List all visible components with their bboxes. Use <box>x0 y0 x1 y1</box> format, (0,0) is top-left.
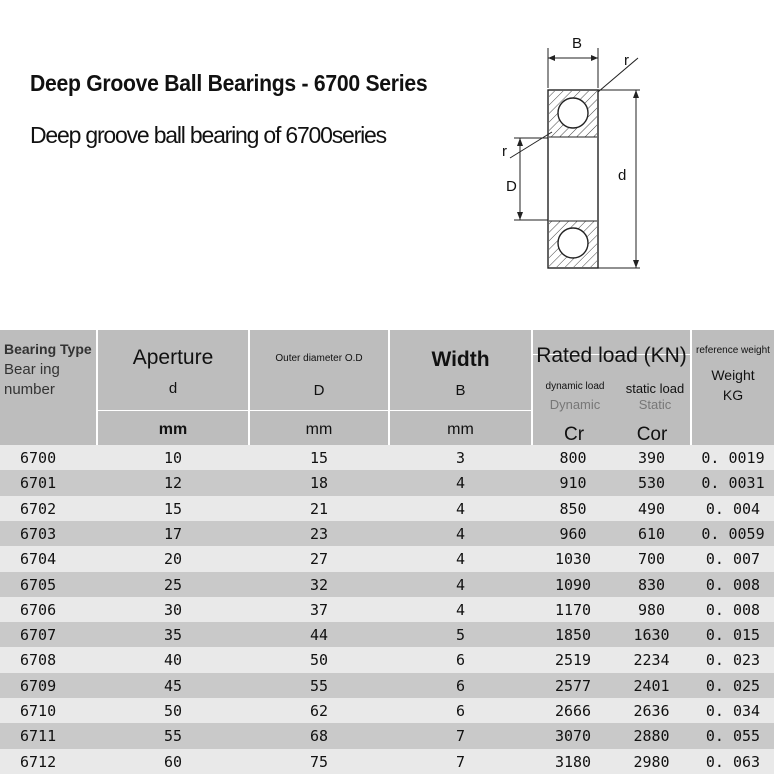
cell-weight-kg: 0. 007 <box>705 550 761 569</box>
cell-aperture-d: 40 <box>163 651 183 670</box>
header-aperture-unit: mm <box>158 421 188 438</box>
cell-outer-diameter-D: 44 <box>309 626 329 645</box>
cell-outer-diameter-D: 27 <box>309 550 329 569</box>
cell-dynamic-load-Cr: 960 <box>559 524 587 543</box>
header-width: Width <box>431 348 490 371</box>
cell-dynamic-load-Cr: 1090 <box>554 575 592 594</box>
bearing-spec-table <box>0 330 774 774</box>
cell-weight-kg: 0. 015 <box>705 626 761 645</box>
header-static-load: static load <box>625 381 685 396</box>
header-rated-load: Rated load (KN) <box>536 344 687 367</box>
header-reference-weight: reference weight <box>696 345 770 356</box>
cell-outer-diameter-D: 75 <box>309 752 329 771</box>
cell-static-load-Cor: 390 <box>637 449 666 467</box>
table-row <box>0 546 774 572</box>
cell-outer-diameter-D: 21 <box>309 499 329 518</box>
cell-width-B: 5 <box>455 626 466 645</box>
cell-dynamic-load-Cr: 1850 <box>554 626 592 645</box>
cell-aperture-d: 45 <box>163 676 183 695</box>
cell-bearing-number: 6702 <box>20 499 57 518</box>
cell-width-B: 7 <box>455 727 466 746</box>
cell-weight-kg: 0. 0059 <box>701 524 765 543</box>
cell-bearing-number: 6707 <box>20 626 57 645</box>
header-dynamic-ghost: Dynamic <box>549 397 601 412</box>
cell-width-B: 3 <box>455 449 466 467</box>
header-aperture: Aperture <box>132 346 214 369</box>
table-row <box>0 597 774 623</box>
header-bearing-number: Bear ing number <box>4 361 60 398</box>
table-row <box>0 647 774 673</box>
cell-width-B: 4 <box>455 575 466 594</box>
cell-bearing-number: 6708 <box>20 651 57 670</box>
cell-bearing-number: 6712 <box>20 752 57 771</box>
cell-aperture-d: 10 <box>163 449 183 467</box>
cell-width-B: 4 <box>455 474 466 493</box>
dimension-r-left-label: r <box>502 143 507 160</box>
cell-bearing-number: 6704 <box>20 550 57 569</box>
cell-bearing-number: 6700 <box>20 449 57 467</box>
cell-dynamic-load-Cr: 1030 <box>554 550 592 569</box>
cell-dynamic-load-Cr: 1170 <box>554 600 592 619</box>
cell-width-B: 4 <box>455 550 466 569</box>
cell-aperture-d: 35 <box>163 626 183 645</box>
cell-weight-kg: 0. 0031 <box>701 474 765 493</box>
table-row <box>0 521 774 547</box>
cell-aperture-d: 17 <box>163 524 183 543</box>
cell-outer-diameter-D: 37 <box>309 600 329 619</box>
cell-aperture-d: 25 <box>163 575 183 594</box>
cell-dynamic-load-Cr: 910 <box>559 474 587 493</box>
header-dynamic-symbol: Cr <box>563 424 585 445</box>
cell-outer-diameter-D: 55 <box>309 676 329 695</box>
cell-aperture-d: 15 <box>163 499 183 518</box>
cell-aperture-d: 12 <box>163 474 183 493</box>
header-static-symbol: Cor <box>636 424 668 445</box>
cell-dynamic-load-Cr: 2577 <box>554 676 592 695</box>
table-row <box>0 622 774 648</box>
cell-bearing-number: 6711 <box>20 727 57 746</box>
cell-outer-diameter-D: 50 <box>309 651 329 670</box>
cell-static-load-Cor: 700 <box>637 550 666 569</box>
cell-weight-kg: 0. 004 <box>705 499 761 518</box>
header-weight-unit: KG <box>722 387 744 403</box>
table-row <box>0 749 774 774</box>
header-width-symbol: B <box>455 382 466 399</box>
cell-aperture-d: 30 <box>163 600 183 619</box>
cell-bearing-number: 6710 <box>20 702 57 720</box>
cell-static-load-Cor: 610 <box>637 524 666 543</box>
cell-bearing-number: 6703 <box>20 524 57 543</box>
header-static-ghost: Static <box>638 397 672 412</box>
cell-dynamic-load-Cr: 3180 <box>554 752 592 771</box>
cell-static-load-Cor: 980 <box>637 600 666 619</box>
table-row <box>0 673 774 699</box>
table-row <box>0 445 774 471</box>
cell-static-load-Cor: 2980 <box>633 752 670 771</box>
cell-bearing-number: 6709 <box>20 676 57 695</box>
header-dynamic-load: dynamic load <box>545 381 605 392</box>
cell-dynamic-load-Cr: 850 <box>559 499 587 518</box>
table-row <box>0 470 774 496</box>
cell-static-load-Cor: 490 <box>637 499 666 518</box>
cell-width-B: 4 <box>455 499 466 518</box>
cell-bearing-number: 6705 <box>20 575 57 594</box>
header-bearing-type: Bearing Type <box>4 341 92 357</box>
header-outer-diameter: Outer diameter O.D <box>275 353 363 364</box>
cell-dynamic-load-Cr: 800 <box>559 449 587 467</box>
header-aperture-symbol: d <box>168 380 178 397</box>
header-outer-unit: mm <box>305 421 333 438</box>
dimension-B-label: B <box>572 35 583 52</box>
cell-weight-kg: 0. 055 <box>705 727 761 746</box>
page-title: Deep Groove Ball Bearings - 6700 Series <box>30 70 428 96</box>
cell-static-load-Cor: 2234 <box>633 651 670 670</box>
cell-static-load-Cor: 2880 <box>633 727 670 746</box>
cell-weight-kg: 0. 023 <box>705 651 761 670</box>
cell-weight-kg: 0. 034 <box>705 702 761 720</box>
cell-width-B: 4 <box>455 600 466 619</box>
header-weight: Weight <box>711 367 755 383</box>
cell-static-load-Cor: 530 <box>637 474 666 493</box>
cell-width-B: 4 <box>455 524 466 543</box>
cell-outer-diameter-D: 15 <box>309 449 329 467</box>
cell-aperture-d: 20 <box>163 550 183 569</box>
cell-outer-diameter-D: 23 <box>309 524 329 543</box>
cell-weight-kg: 0. 0019 <box>701 449 765 467</box>
cell-width-B: 6 <box>455 676 466 695</box>
table-row <box>0 698 774 724</box>
bearing-cross-section-diagram <box>490 28 660 278</box>
cell-width-B: 6 <box>455 651 466 670</box>
cell-bearing-number: 6706 <box>20 600 57 619</box>
dimension-D-label: D <box>506 178 517 195</box>
cell-weight-kg: 0. 008 <box>705 600 761 619</box>
page-subtitle: Deep groove ball bearing of 6700series <box>30 122 386 148</box>
cell-static-load-Cor: 2401 <box>633 676 670 695</box>
cell-outer-diameter-D: 62 <box>309 702 329 720</box>
cell-width-B: 6 <box>455 702 466 720</box>
table-row <box>0 572 774 598</box>
cell-aperture-d: 60 <box>163 752 183 771</box>
cell-weight-kg: 0. 025 <box>705 676 761 695</box>
cell-bearing-number: 6701 <box>20 474 57 493</box>
cell-weight-kg: 0. 063 <box>705 752 761 771</box>
cell-outer-diameter-D: 18 <box>309 474 329 493</box>
cell-outer-diameter-D: 32 <box>309 575 329 594</box>
header-outer-symbol: D <box>313 382 325 399</box>
table-row <box>0 723 774 749</box>
cell-static-load-Cor: 830 <box>637 575 666 594</box>
header-width-unit: mm <box>447 421 474 438</box>
cell-aperture-d: 55 <box>163 727 183 746</box>
cell-static-load-Cor: 2636 <box>633 702 670 720</box>
dimension-d-label: d <box>618 167 627 184</box>
cell-dynamic-load-Cr: 2666 <box>554 702 592 720</box>
cell-outer-diameter-D: 68 <box>309 727 329 746</box>
cell-width-B: 7 <box>455 752 466 771</box>
cell-weight-kg: 0. 008 <box>705 575 761 594</box>
cell-dynamic-load-Cr: 3070 <box>554 727 592 746</box>
table-row <box>0 496 774 522</box>
cell-aperture-d: 50 <box>163 702 183 720</box>
dimension-r-top-label: r <box>624 52 629 69</box>
cell-dynamic-load-Cr: 2519 <box>554 651 592 670</box>
cell-static-load-Cor: 1630 <box>633 626 670 645</box>
